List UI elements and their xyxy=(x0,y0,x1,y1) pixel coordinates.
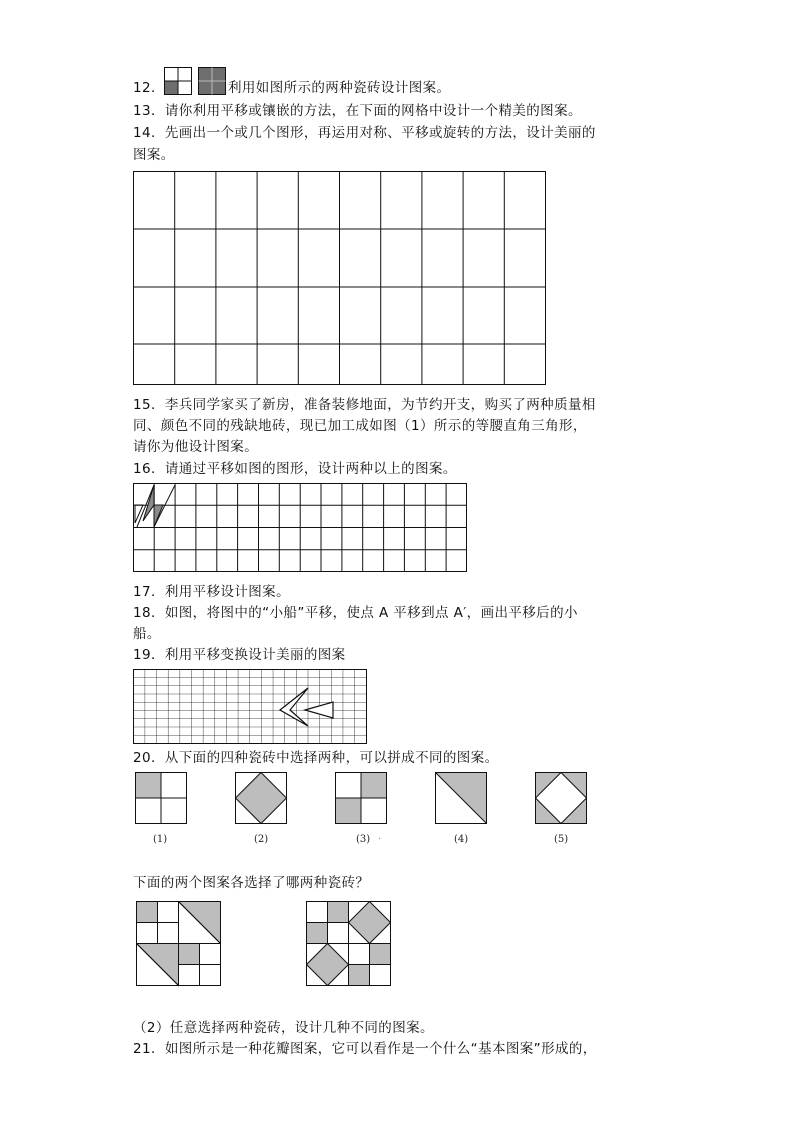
question-17: 17．利用平移设计图案。 xyxy=(133,584,290,600)
question-15-line2: 同、颜色不同的残缺地砖，现已加工成如图（1）所示的等腰直角三角形， xyxy=(133,418,587,434)
q20-pattern-2 xyxy=(306,901,394,989)
tile-caption-5: (5) xyxy=(554,834,569,845)
question-20: 20．从下面的四种瓷砖中选择两种，可以拼成不同的图案。 xyxy=(133,750,499,766)
question-15-line1: 15．李兵同学家买了新房，准备装修地面，为节约开支，购买了两种质量相 xyxy=(133,397,596,413)
question-13: 13．请你利用平移或镶嵌的方法，在下面的网格中设计一个精美的图案。 xyxy=(133,103,582,119)
tile-option-3 xyxy=(336,773,387,824)
tile-all-dark xyxy=(199,68,226,95)
question-21: 21．如图所示是一种花瓣图案，它可以看作是一个什么“基本图案”形成的， xyxy=(133,1041,597,1057)
tile-option-2 xyxy=(236,773,287,824)
question-18-line1: 18．如图，将图中的“小船”平移，使点 A 平移到点 A′，画出平移后的小 xyxy=(133,605,578,621)
q16-translation-grid xyxy=(133,483,469,575)
question-14-line1: 14．先画出一个或几个图形，再运用对称、平移或旋转的方法，设计美丽的 xyxy=(133,125,596,141)
question-20-sub1: 下面的两个图案各选择了哪两种瓷砖？ xyxy=(133,875,370,891)
tile-caption-1: (1) xyxy=(153,834,168,845)
question-12-number: 12． xyxy=(133,80,165,96)
q16-basic-shape xyxy=(135,485,175,527)
question-20-sub2: （2）任意选择两种瓷砖，设计几种不同的图案。 xyxy=(133,1020,434,1036)
question-12-text: 利用如图所示的两种瓷砖设计图案。 xyxy=(228,80,451,96)
question-15-line3: 请你为他设计图案。 xyxy=(133,439,259,455)
tile-caption-3: (3) xyxy=(356,834,371,845)
question-19: 19．利用平移变换设计美丽的图案 xyxy=(133,647,346,663)
q20-pattern-1 xyxy=(136,901,224,989)
tile-option-4 xyxy=(436,773,487,824)
tile-option-1 xyxy=(136,773,187,824)
tile-caption-dot: · xyxy=(378,834,382,845)
q19-translation-grid xyxy=(133,669,369,745)
tile-caption-4: (4) xyxy=(454,834,469,845)
tile-one-quarter-dark xyxy=(165,68,192,95)
tile-option-5 xyxy=(536,773,587,824)
q14-drawing-grid xyxy=(133,171,548,387)
question-14-line2: 图案。 xyxy=(133,147,175,163)
tile-caption-2: (2) xyxy=(254,834,269,845)
question-12 xyxy=(133,78,165,98)
q20-tile-options xyxy=(133,770,593,826)
question-16: 16．请通过平移如图的图形，设计两种以上的图案。 xyxy=(133,461,457,477)
question-18-line2: 船。 xyxy=(133,626,161,642)
q12-tile-icons xyxy=(164,67,228,97)
